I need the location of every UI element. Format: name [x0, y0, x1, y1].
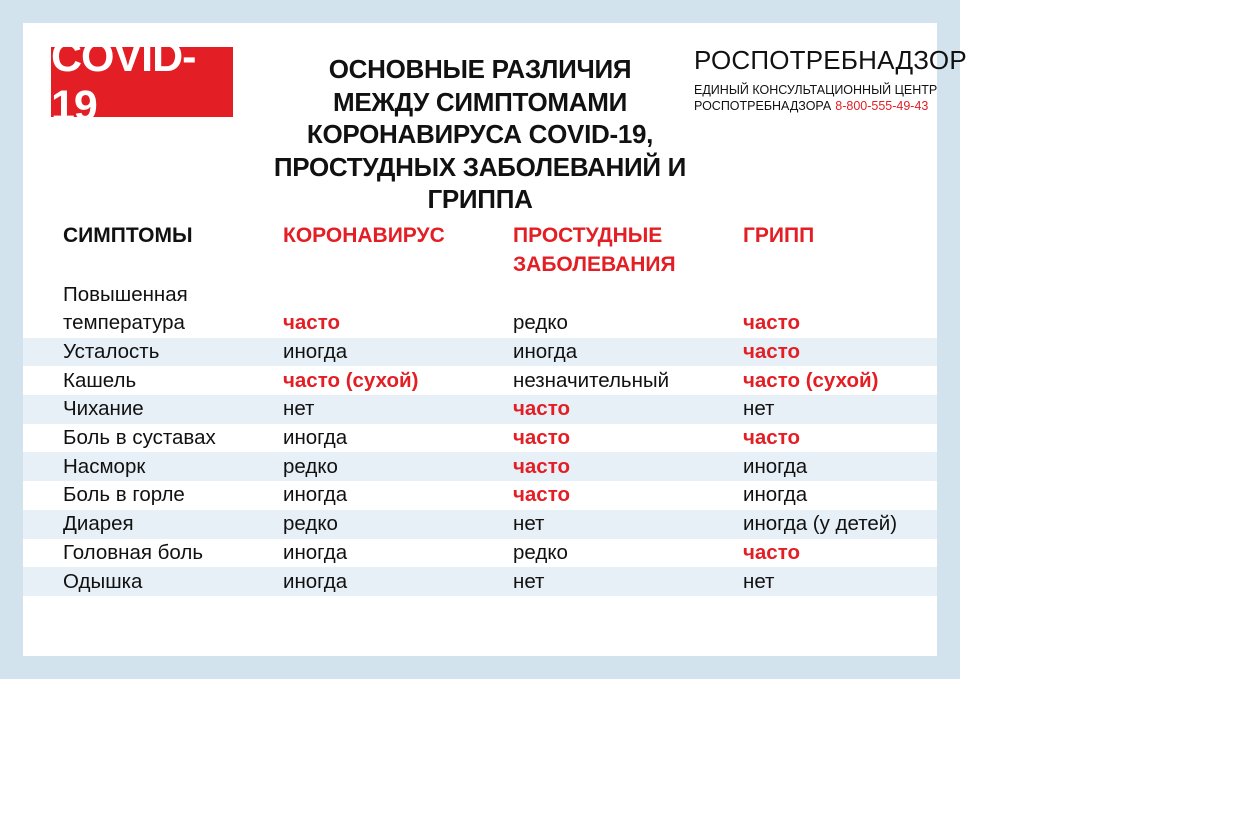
symptom-cell: Боль в суставах — [63, 426, 216, 450]
table-body — [23, 309, 937, 596]
symptom-cell: Насморк — [63, 454, 146, 478]
symptom-cell: Чихание — [63, 397, 144, 421]
cold-cell: редко — [513, 540, 568, 564]
cold-cell: часто — [513, 397, 570, 421]
cold-cell: незначительный — [513, 368, 670, 392]
consult-center-line: ЕДИНЫЙ КОНСУЛЬТАЦИОННЫЙ ЦЕНТР — [694, 83, 938, 97]
cold-cell: нет — [513, 569, 545, 593]
covid-cell: иногда — [283, 540, 348, 564]
consult-center — [694, 82, 938, 114]
covid-cell: нет — [283, 397, 315, 421]
covid-cell: иногда — [283, 426, 348, 450]
covid-cell: часто — [283, 311, 340, 335]
poster-title — [223, 53, 737, 216]
symptom-cell: Усталость — [63, 340, 160, 364]
header-colds — [513, 221, 676, 279]
flu-cell: часто — [743, 311, 800, 335]
table-row — [23, 510, 937, 539]
table-row — [23, 309, 937, 338]
table-row — [23, 567, 937, 596]
symptom-cell: Диарея — [63, 512, 134, 536]
flu-cell: часто (сухой) — [743, 368, 879, 392]
poster-card — [23, 23, 967, 656]
cold-cell: часто — [513, 426, 570, 450]
consult-center-line: РОСПОТРЕБНАДЗОРА — [694, 99, 832, 113]
flu-cell: иногда — [743, 454, 808, 478]
hotline-phone: 8-800-555-49-43 — [835, 99, 929, 113]
symptom-cell: Кашель — [63, 368, 137, 392]
title-line: ПРОСТУДНЫХ ЗАБОЛЕВАНИЙ И ГРИППА — [273, 151, 687, 214]
table-row — [23, 395, 937, 424]
covid-cell: иногда — [283, 483, 348, 507]
table-row — [23, 481, 937, 510]
covid-cell: иногда — [283, 569, 348, 593]
flu-cell: иногда — [743, 483, 808, 507]
covid-cell: редко — [283, 512, 338, 536]
table-row — [23, 452, 937, 481]
covid-badge: COVID-19 — [51, 47, 233, 117]
symptom-cell: Повышенная — [63, 283, 188, 306]
symptom-cell: Головная боль — [63, 540, 204, 564]
table-row — [23, 338, 937, 367]
header-colds-line: ПРОСТУДНЫЕ — [513, 224, 663, 247]
cold-cell: иногда — [513, 340, 578, 364]
flu-cell: часто — [743, 540, 800, 564]
covid-cell: часто (сухой) — [283, 368, 419, 392]
cold-cell: редко — [513, 311, 568, 335]
flu-cell: часто — [743, 426, 800, 450]
header-flu: ГРИПП — [743, 224, 815, 247]
title-line: КОРОНАВИРУСА COVID-19, — [306, 119, 654, 149]
agency-name: РОСПОТРЕБНАДЗОР — [694, 45, 967, 75]
covid-cell: иногда — [283, 340, 348, 364]
flu-cell: нет — [743, 397, 775, 421]
cold-cell: часто — [513, 483, 570, 507]
symptoms-table — [23, 221, 937, 596]
header-coronavirus: КОРОНАВИРУС — [283, 224, 445, 247]
header-colds-line: ЗАБОЛЕВАНИЯ — [513, 253, 676, 276]
table-row — [23, 539, 937, 568]
table-row — [23, 366, 937, 395]
title-line: МЕЖДУ СИМПТОМАМИ — [333, 86, 627, 117]
cold-cell: нет — [513, 512, 545, 536]
flu-cell: иногда (у детей) — [743, 512, 898, 536]
symptom-label-continuation — [23, 281, 937, 309]
covid-cell: редко — [283, 454, 338, 478]
flu-cell: часто — [743, 340, 800, 364]
symptom-cell: температура — [63, 311, 185, 335]
symptom-cell: Одышка — [63, 569, 143, 593]
header-symptoms: СИМПТОМЫ — [63, 224, 193, 247]
flu-cell: нет — [743, 569, 775, 593]
table-header — [23, 221, 937, 281]
agency-block — [694, 45, 967, 114]
cold-cell: часто — [513, 454, 570, 478]
title-line: ОСНОВНЫЕ РАЗЛИЧИЯ — [328, 54, 632, 84]
table-row — [23, 424, 937, 453]
symptom-cell: Боль в горле — [63, 483, 185, 507]
